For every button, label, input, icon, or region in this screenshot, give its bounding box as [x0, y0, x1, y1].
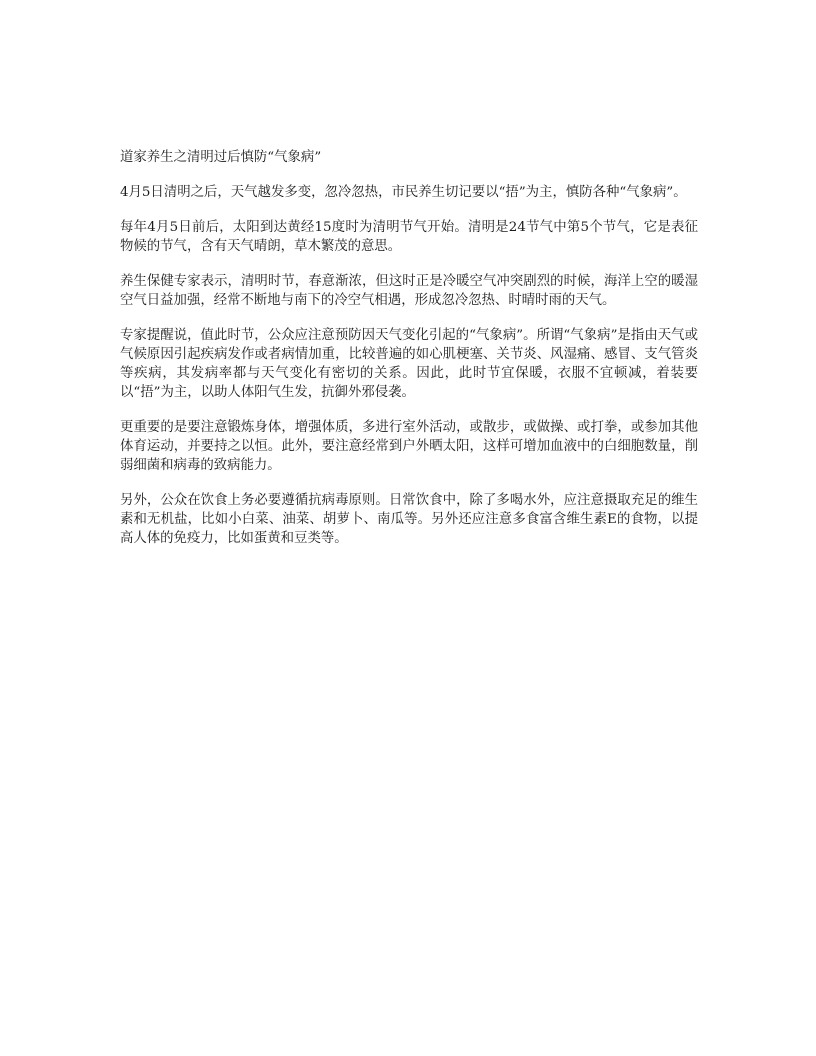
document-page [120, 148, 698, 564]
document-title: 道家养生之清明过后慎防“气象病” [120, 150, 322, 165]
paragraph-qingming-solar-term: 每年4月5日前后，太阳到达黄经15度时为清明节气开始。清明是24节气中第5个节气，它是表征物候的节气，含有天气晴朗，草木繁茂的意思。 [120, 220, 698, 254]
paragraph-intro: 4月5日清明之后，天气越发多变，忽冷忽热，市民养生切记要以“捂”为主，慎防各种“气象病”。 [120, 185, 687, 200]
paragraph-diet: 另外，公众在饮食上务必要遵循抗病毒原则。日常饮食中，除了多喝水外，应注意摄取充足的维生素和无机盐，比如小白菜、油菜、胡萝卜、南瓜等。另外还应注意多食富含维生素E的食物，以提高人体的免疫力，比如蛋黄和豆类等。 [120, 493, 698, 546]
paragraph-expert-weather: 养生保健专家表示，清明时节，春意渐浓，但这时正是冷暖空气冲突剧烈的时候，海洋上空的暖湿空气日益加强，经常不断地与南下的冷空气相遇，形成忽冷忽热、时晴时雨的天气。 [120, 274, 698, 308]
paragraph-exercise: 更重要的是要注意锻炼身体，增强体质，多进行室外活动，或散步，或做操、或打拳，或参加其他体育运动，并要持之以恒。此外，要注意经常到户外晒太阳，这样可增加血液中的白细胞数量，削弱细菌和病毒的致病能力。 [120, 420, 698, 473]
paragraph-weather-disease: 专家提醒说，值此时节，公众应注意预防因天气变化引起的“气象病”。所谓“气象病”是指由天气或气候原因引起疾病发作或者病情加重，比较普遍的如心肌梗塞、关节炎、风湿痛、感冒、支气管炎等疾病，其发病率都与天气变化有密切的关系。因此，此时节宜保暖，衣服不宜顿减，着装要以“捂”为主，以助人体阳气生发，抗御外邪侵袭。 [120, 328, 698, 400]
